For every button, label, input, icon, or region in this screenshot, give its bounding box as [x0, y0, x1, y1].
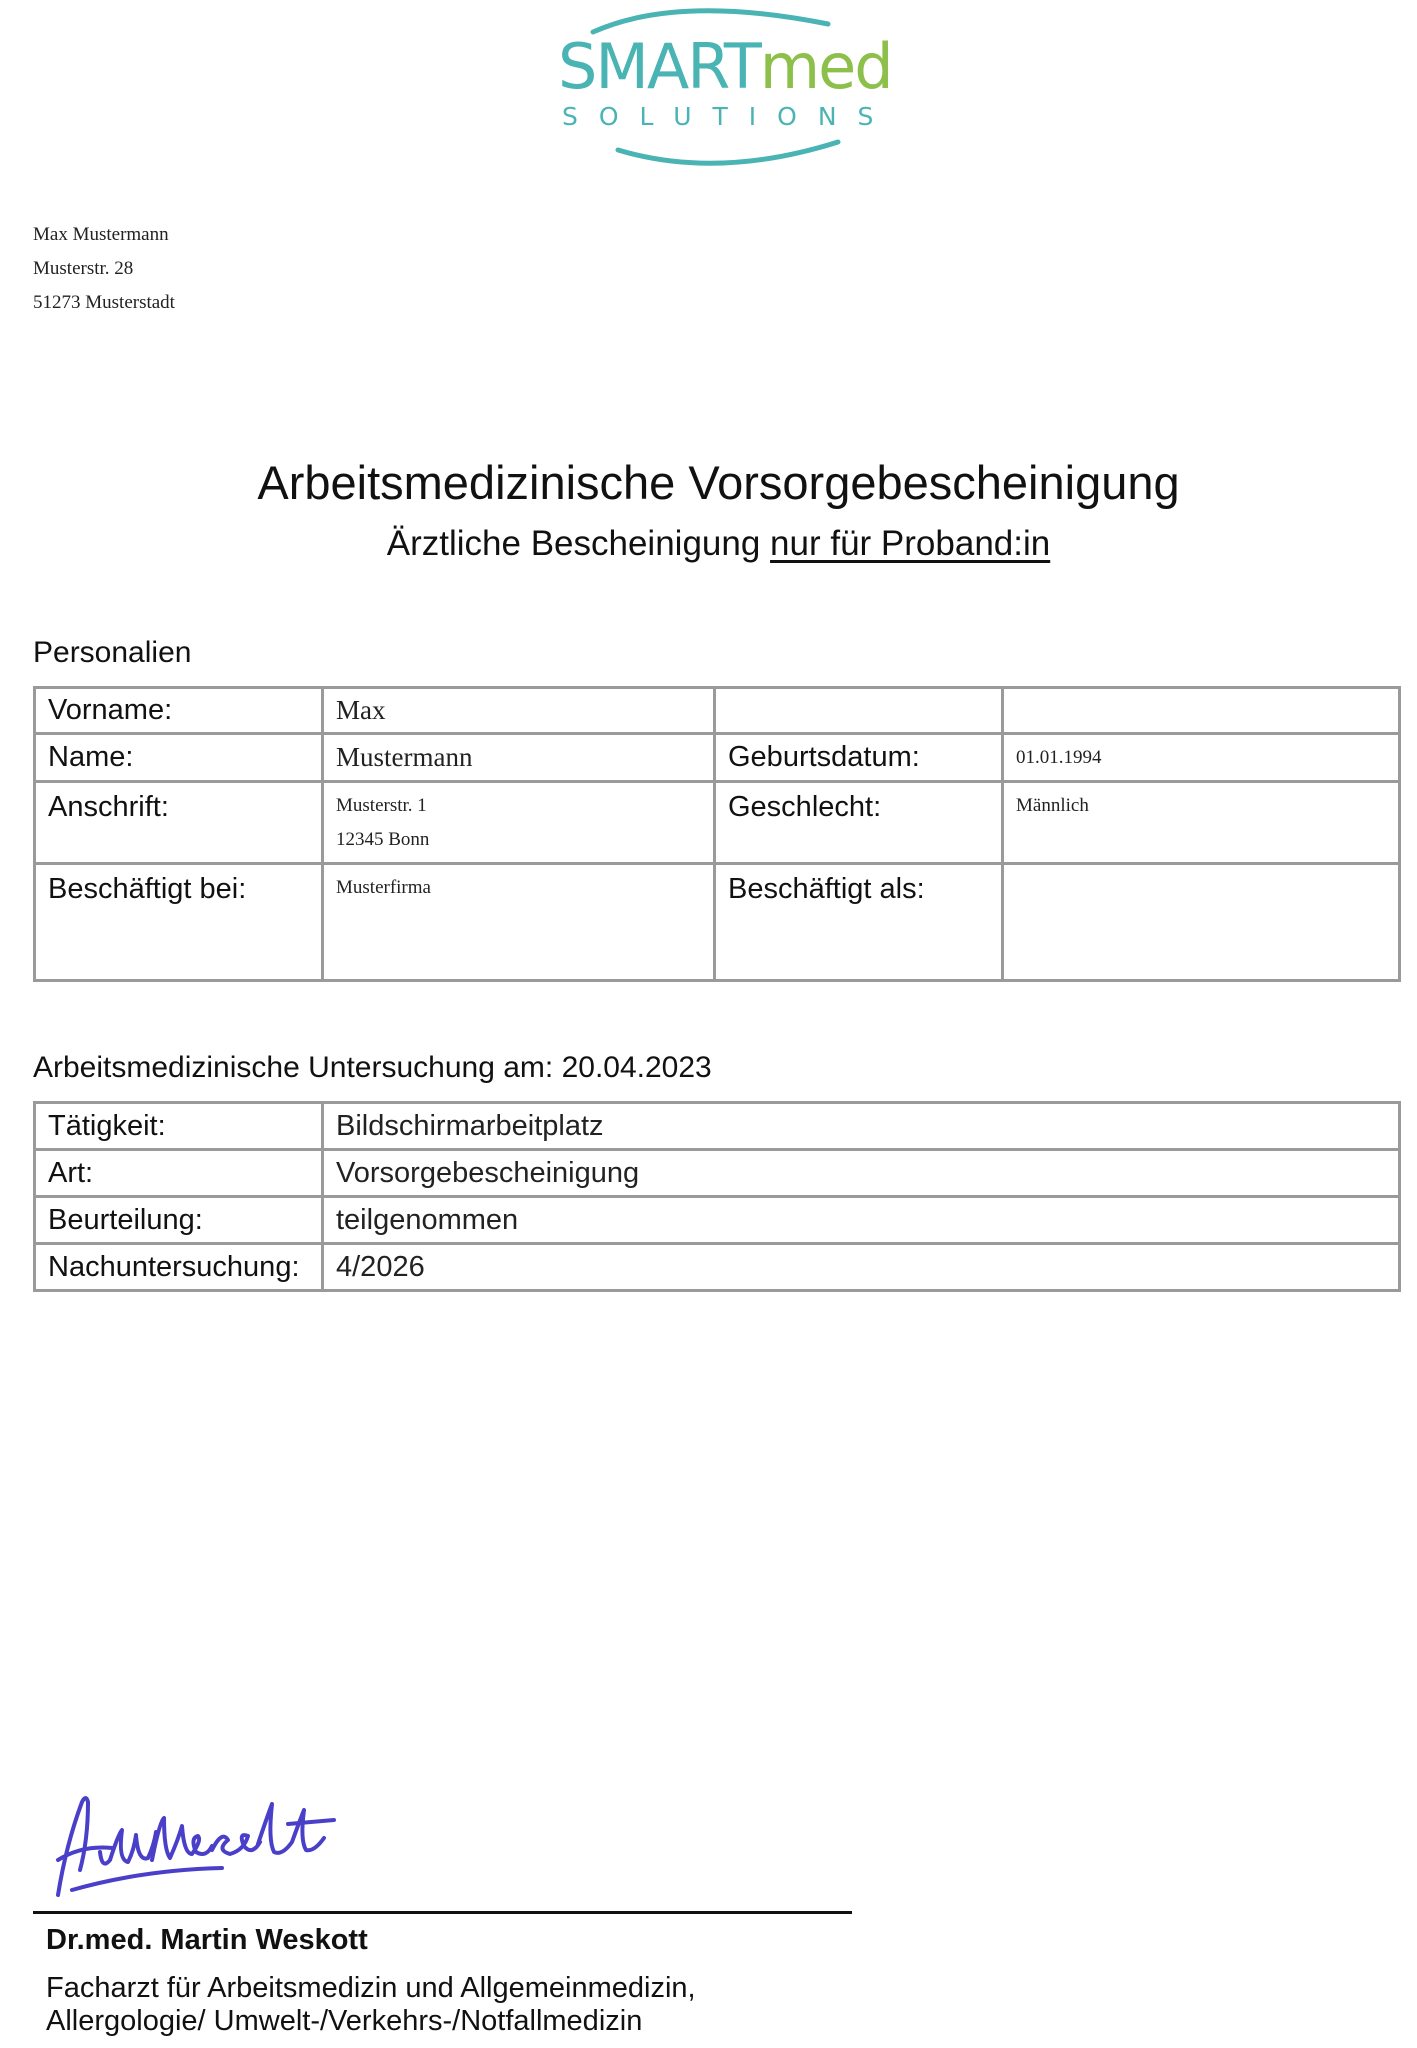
- table-row: [35, 688, 1400, 734]
- subtitle-prefix: Ärztliche Bescheinigung: [386, 524, 771, 563]
- name-label: Name:: [35, 734, 323, 782]
- doctor-title-line1: Facharzt für Arbeitsmedizin und Allgemeinmedizin,: [46, 1972, 696, 2004]
- personal-heading: Personalien: [33, 636, 192, 669]
- signature-image: [52, 1790, 352, 1905]
- anschrift-line2: 12345 Bonn: [336, 829, 430, 850]
- exam-value: teilgenommen: [323, 1197, 1400, 1244]
- table-row: [35, 1150, 1400, 1197]
- doctor-name: Dr.med. Martin Weskott: [46, 1924, 368, 1956]
- beschaeftigt-als-label: Beschäftigt als:: [715, 864, 1003, 981]
- sender-street: Musterstr. 28: [33, 258, 134, 279]
- geschlecht-label: Geschlecht:: [715, 782, 1003, 864]
- subtitle-underlined: nur für Proband:in: [770, 524, 1051, 563]
- exam-table: [33, 1101, 1401, 1292]
- vorname-label: Vorname:: [35, 688, 323, 734]
- exam-label: Art:: [35, 1150, 323, 1197]
- beschaeftigt-als-value: [1003, 864, 1400, 981]
- signature-line: [33, 1911, 852, 1914]
- doctor-title: [46, 1972, 696, 2038]
- beschaeftigt-bei-value: Musterfirma: [323, 864, 715, 981]
- exam-value: 4/2026: [323, 1244, 1400, 1291]
- beschaeftigt-bei-label: Beschäftigt bei:: [35, 864, 323, 981]
- anschrift-line1: Musterstr. 1: [336, 795, 427, 816]
- table-row: [35, 782, 1400, 864]
- logo-wordmark: [558, 30, 892, 103]
- anschrift-label: Anschrift:: [35, 782, 323, 864]
- table-row: [35, 734, 1400, 782]
- company-logo: [548, 2, 895, 172]
- logo-med-text: med: [759, 30, 892, 103]
- exam-label: Nachuntersuchung:: [35, 1244, 323, 1291]
- anschrift-value: [323, 782, 715, 864]
- logo-subtitle: SOLUTIONS: [562, 102, 895, 131]
- exam-value: Vorsorgebescheinigung: [323, 1150, 1400, 1197]
- sender-city: 51273 Musterstadt: [33, 292, 175, 313]
- table-row: [35, 1244, 1400, 1291]
- personal-table: [33, 686, 1401, 982]
- geburtsdatum-label: Geburtsdatum:: [715, 734, 1003, 782]
- exam-heading: Arbeitsmedizinische Untersuchung am: 20.04.2023: [33, 1051, 712, 1084]
- vorname-value: Max: [323, 688, 715, 734]
- geschlecht-value: Männlich: [1003, 782, 1400, 864]
- table-row: [35, 1197, 1400, 1244]
- exam-label: Tätigkeit:: [35, 1103, 323, 1150]
- sender-address: [33, 218, 175, 320]
- sender-name: Max Mustermann: [33, 224, 169, 245]
- exam-value: Bildschirmarbeitplatz: [323, 1103, 1400, 1150]
- doctor-title-line2: Allergologie/ Umwelt-/Verkehrs-/Notfallmedizin: [46, 2005, 643, 2037]
- table-row: [35, 1103, 1400, 1150]
- exam-label: Beurteilung:: [35, 1197, 323, 1244]
- empty-cell: [715, 688, 1003, 734]
- name-value: Mustermann: [323, 734, 715, 782]
- logo-smart-text: SMART: [558, 30, 760, 103]
- empty-cell: [1003, 688, 1400, 734]
- table-row: [35, 864, 1400, 981]
- geburtsdatum-value: 01.01.1994: [1003, 734, 1400, 782]
- document-title: Arbeitsmedizinische Vorsorgebescheinigung: [257, 456, 1180, 509]
- document-subtitle: [0, 524, 1417, 564]
